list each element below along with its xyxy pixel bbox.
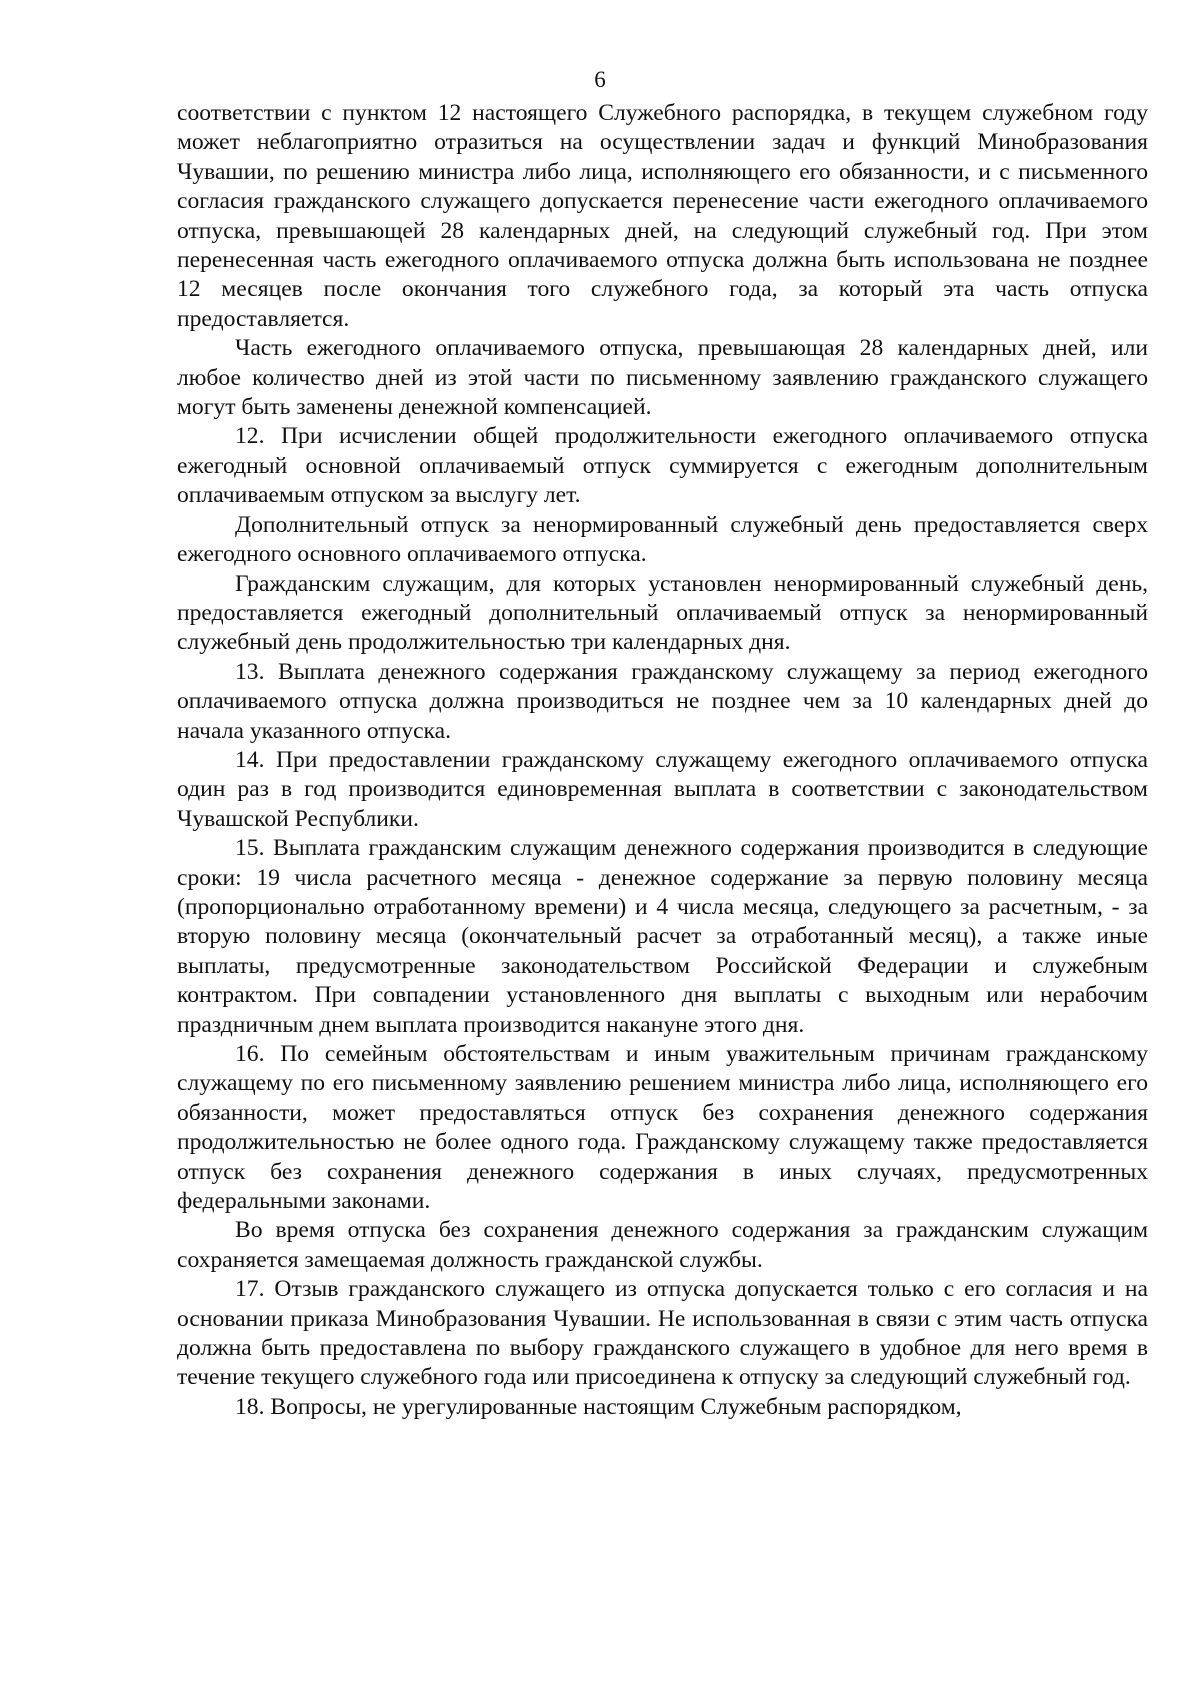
paragraph-irregular-day: Гражданским служащим, для которых установлен ненормированный служебный день, предоставляется ежегодный дополнительный оплачиваемый отпуск за ненормированный служебный день продолжительностью три календарных дня. [177, 570, 1148, 656]
paragraph-item-17: 17. Отзыв гражданского служащего из отпуска допускается только с его согласия и на основании приказа Минобразования Чувашии. Не использованная в связи с этим часть отпуска должна быть предоставлена по выбору гражданского служащего в удобное для него время в течение текущего служебного года или присоединена к отпуску за следующий служебный год. [177, 1276, 1148, 1391]
paragraph-compensation: Часть ежегодного оплачиваемого отпуска, превышающая 28 календарных дней, или любое количество дней из этой части по письменному заявлению гражданского служащего могут быть заменены денежной компенсацией. [177, 335, 1148, 421]
paragraph-item-13: 13. Выплата денежного содержания гражданскому служащему за период ежегодного оплачиваемого отпуска должна производиться не позднее чем за 10 календарных дней до начала указанного отпуска. [177, 658, 1148, 744]
paragraph-item-16: 16. По семейным обстоятельствам и иным уважительным причинам гражданскому служащему по его письменному заявлению решением министра либо лица, исполняющего его обязанности, может предоставляться отпуск без сохранения денежного содержания продолжительностью не более одного года. Гражданскому служащему также предоставляется отпуск без сохранения денежного содержания в иных случаях, предусмотренных федеральными законами. [177, 1041, 1148, 1215]
paragraph-additional-leave: Дополнительный отпуск за ненормированный служебный день предоставляется сверх ежегодного основного оплачиваемого отпуска. [177, 511, 1148, 568]
paragraph-continuation: соответствии с пунктом 12 настоящего Служебного распорядка, в текущем служебном году может неблагоприятно отразиться на осуществлении задач и функций Минобразования Чувашии, по решению министра либо лица, исполняющего его обязанности, и с письменного согласия гражданского служащего допускается перенесение части ежегодного оплачиваемого отпуска, превышающей 28 календарных дней, на следующий служебный год. При этом перенесенная часть ежегодного оплачиваемого отпуска должна быть использована не позднее 12 месяцев после окончания того служебного года, за который эта часть отпуска предоставляется. [177, 100, 1148, 332]
paragraph-item-14: 14. При предоставлении гражданскому служащему ежегодного оплачиваемого отпуска один раз в год производится единовременная выплата в соответствии с законодательством Чувашской Республики. [177, 746, 1148, 832]
document-body [177, 99, 1148, 1422]
page-number: 6 [594, 67, 606, 92]
paragraph-item-15: 15. Выплата гражданским служащим денежного содержания производится в следующие сроки: 19 числа расчетного месяца - денежное содержание за первую половину месяца (пропорционально отработанному времени) и 4 числа месяца, следующего за расчетным, - за вторую половину месяца (окончательный расчет за отработанный месяц), а также иные выплаты, предусмотренные законодательством Российской Федерации и служебным контрактом. При совпадении установленного дня выплаты с выходным или нерабочим праздничным днем выплата производится накануне этого дня. [177, 835, 1148, 1038]
paragraph-item-18: 18. Вопросы, не урегулированные настоящим Служебным распорядком, [235, 1393, 962, 1420]
paragraph-item-12: 12. При исчислении общей продолжительности ежегодного оплачиваемого отпуска ежегодный основной оплачиваемый отпуск суммируется с ежегодным дополнительным оплачиваемым отпуском за выслугу лет. [177, 423, 1148, 509]
paragraph-unpaid-leave-position: Во время отпуска без сохранения денежного содержания за гражданским служащим сохраняется замещаемая должность гражданской службы. [177, 1217, 1148, 1273]
